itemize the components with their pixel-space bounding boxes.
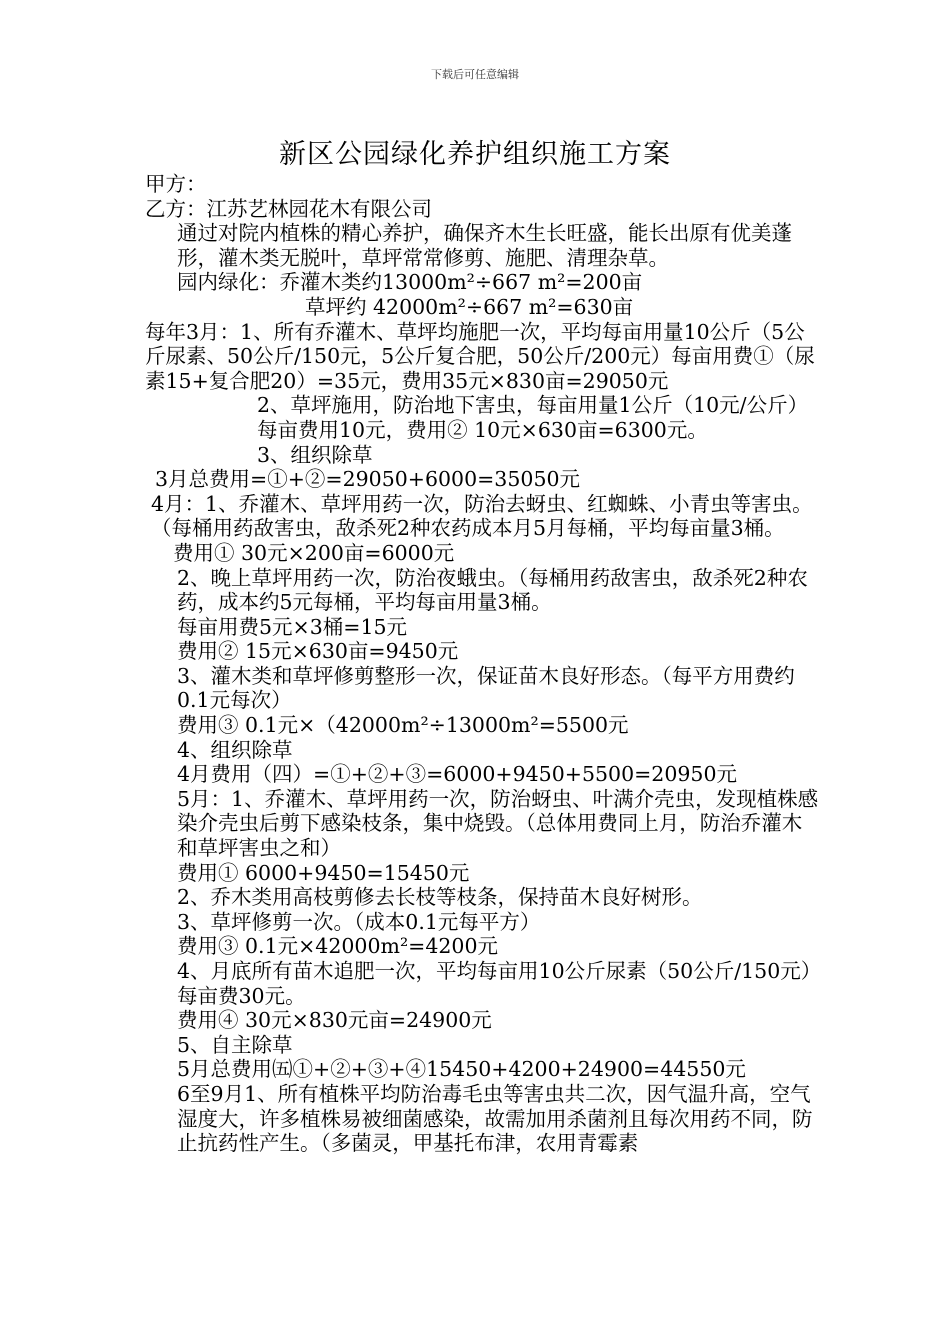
april-cost-1: 费用① 30元×200亩=6000元 [173, 540, 455, 565]
may-total: 5月总费用㈤①+②+③+④15450+4200+24900=44550元 [177, 1057, 746, 1082]
jun-sep-item-1: 6至9月1、所有植株平均防治毒毛虫等害虫共二次，因气温升高，空气湿度大，许多植株易被细菌感染，故需加用杀菌剂且每次用药不同，防止抗药性产生。（多菌灵，甲基托布津，农用青霉素 [177, 1081, 813, 1156]
march-item-3: 3、组织除草 [257, 442, 373, 467]
april-cost-3: 费用③ 0.1元×（42000m²÷13000m²=5500元 [177, 713, 629, 738]
april-item-2: 2、晚上草坪用药一次，防治夜蛾虫。（每桶用药敌害虫，敌杀死2种农药，成本约5元每桶，平均每亩用量3桶。 [177, 565, 808, 615]
march-item-1: 每年3月：1、所有乔灌木、草坪均施肥一次，平均每亩用量10公斤（5公斤尿素、50公斤/150元，5公斤复合肥，50公斤/200元）每亩用费①（尿素15+复合肥20）=35元，费用35元×830亩=29050元 [145, 319, 815, 393]
april-cost-2: 费用② 15元×630亩=9450元 [177, 639, 459, 664]
may-item-1: 5月：1、乔灌木、草坪用药一次，防治蚜虫、叶满介壳虫，发现植株感染介壳虫后剪下感染枝条，集中烧毁。（总体用费同上月，防治乔灌木和草坪害虫之和） [177, 786, 819, 861]
april-item-3: 3、灌木类和草坪修剪整形一次，保证苗木良好形态。（每平方用费约0.1元每次） [177, 663, 795, 713]
april-total: 4月费用（四）=①+②+③=6000+9450+5500=20950元 [177, 762, 738, 787]
page-header: 下载后可任意编辑 [431, 68, 519, 81]
party-b-line: 乙方：江苏艺林园花木有限公司 [145, 196, 432, 221]
may-item-4: 4、月底所有苗木追肥一次，平均每亩用10公斤尿素（50公斤/150元）每亩费30元。 [177, 959, 811, 1008]
area-lawn-line: 草坪约 42000m²÷667 m²=630亩 [305, 294, 634, 319]
april-per-mu-cost: 每亩用费5元×3桶=15元 [177, 614, 408, 639]
may-item-3: 3、草坪修剪一次。（成本0.1元每平方） [177, 909, 541, 934]
document-body [145, 172, 820, 1156]
march-total: 3月总费用=①+②=29050+6000=35050元 [155, 467, 581, 492]
may-item-2: 2、乔木类用高枝剪修去长枝等枝条，保持苗木良好树形。 [177, 885, 703, 910]
april-item-1: 4月：1、乔灌木、草坪用药一次，防治去蚜虫、红蜘蛛、小青虫等害虫。（每桶用药敌害虫，敌杀死2种农药成本月5月每桶，平均每亩量3桶。 [151, 491, 813, 541]
intro-paragraph: 通过对院内植株的精心养护，确保齐木生长旺盛，能长出原有优美蓬形，灌木类无脱叶，草坪常常修剪、施肥、清理杂草。 [177, 221, 792, 270]
party-a-line: 甲方： [145, 172, 207, 196]
may-cost-1: 费用① 6000+9450=15450元 [177, 860, 470, 885]
april-item-4: 4、组织除草 [177, 737, 293, 762]
may-cost-3: 费用③ 0.1元×42000m²=4200元 [177, 934, 499, 959]
area-trees-line: 园内绿化：乔灌木类约13000m²÷667 m²=200亩 [177, 270, 643, 295]
may-item-5: 5、自主除草 [177, 1032, 293, 1057]
may-cost-4: 费用④ 30元×830元亩=24900元 [177, 1008, 492, 1033]
document-title: 新区公园绿化养护组织施工方案 [279, 139, 671, 170]
march-item-2: 2、草坪施用，防治地下害虫，每亩用量1公斤（10元/公斤）每亩费用10元，费用② 10元×630亩=6300元。 [257, 393, 809, 442]
